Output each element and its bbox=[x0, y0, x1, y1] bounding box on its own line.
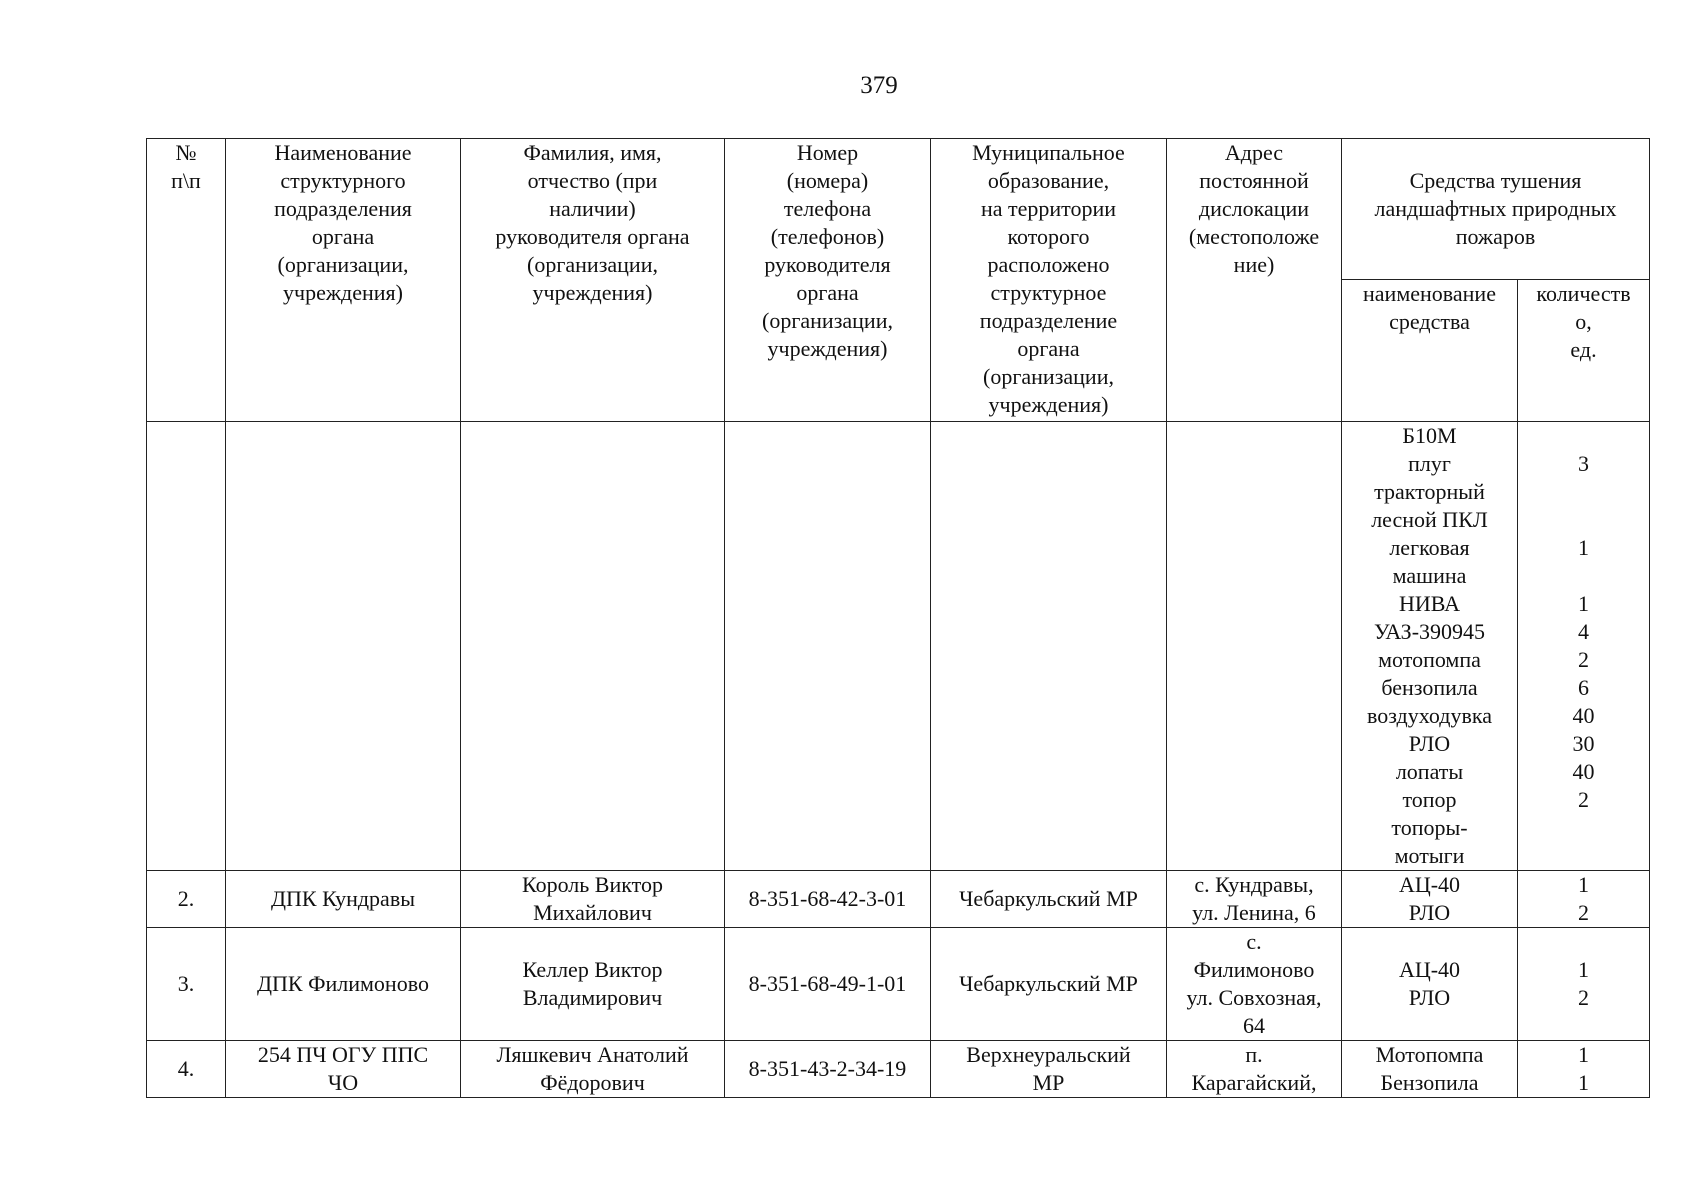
cell-municipality bbox=[931, 1041, 1167, 1098]
cell-address bbox=[1167, 1041, 1342, 1098]
cell-line: машина bbox=[1392, 563, 1467, 588]
cell-phone: 8-351-43-2-34-19 bbox=[725, 1041, 931, 1098]
cell-line: средства bbox=[1389, 309, 1470, 334]
cell-line: лопаты bbox=[1395, 759, 1464, 784]
cell-line: лесной ПКЛ bbox=[1371, 507, 1488, 532]
cell-line: 4 bbox=[1578, 619, 1589, 644]
cell-municipality bbox=[931, 871, 1167, 928]
table-row bbox=[147, 871, 1650, 928]
cell-line: УАЗ-390945 bbox=[1373, 619, 1486, 644]
cell-line bbox=[1524, 478, 1643, 506]
header-address bbox=[1167, 139, 1342, 422]
cell-phone: 8-351-68-42-3-01 bbox=[725, 871, 931, 928]
cell-line: (телефонов) bbox=[770, 224, 885, 249]
cell-line: Номер bbox=[796, 140, 859, 165]
cell-line: пожаров bbox=[1455, 224, 1536, 249]
cell-subdivision bbox=[226, 928, 461, 1041]
cell-line: органа bbox=[796, 280, 859, 305]
cell-line: с. bbox=[1246, 929, 1262, 954]
cell-line: Наименование bbox=[274, 140, 412, 165]
cell-line: РЛО bbox=[1408, 985, 1451, 1010]
cell-line: топоры- bbox=[1391, 815, 1468, 840]
cell-line: дислокации bbox=[1198, 196, 1310, 221]
cell-subdivision bbox=[226, 422, 461, 871]
cell-line: (организации, bbox=[527, 252, 658, 277]
cell-line: учреждения) bbox=[283, 280, 403, 305]
cell-subdivision bbox=[226, 1041, 461, 1098]
cell-line: количеств bbox=[1536, 281, 1631, 306]
cell-line: ЧО bbox=[327, 1070, 359, 1095]
cell-line: руководителя bbox=[764, 252, 891, 277]
cell-head-name bbox=[461, 928, 725, 1041]
cell-line: структурного bbox=[280, 168, 406, 193]
cell-line: органа bbox=[1017, 336, 1080, 361]
cell-head-name bbox=[461, 871, 725, 928]
cell-line: Чебаркульский МР bbox=[959, 886, 1138, 911]
cell-line: Владимирович bbox=[522, 985, 663, 1010]
cell-line: подразделения bbox=[274, 196, 412, 221]
cell-line: учреждения) bbox=[532, 280, 653, 305]
header-means-qty bbox=[1518, 280, 1650, 422]
cell-line: МР bbox=[1032, 1070, 1065, 1095]
cell-line bbox=[1524, 422, 1643, 450]
cell-line: Фамилия, имя, bbox=[523, 140, 662, 165]
cell-line: с. Кундравы, bbox=[1194, 872, 1314, 897]
header-head-name bbox=[461, 139, 725, 422]
cell-line: Б10М bbox=[1402, 423, 1457, 448]
cell-num: 2. bbox=[147, 871, 226, 928]
cell-line: Бензопила bbox=[1380, 1070, 1479, 1095]
cell-line: ул. Ленина, 6 bbox=[1192, 900, 1316, 925]
cell-line: Средства тушения bbox=[1409, 168, 1582, 193]
cell-qty-list bbox=[1518, 928, 1650, 1041]
cell-line: отчество (при bbox=[527, 168, 658, 193]
cell-municipality bbox=[931, 928, 1167, 1041]
cell-line: 6 bbox=[1578, 675, 1589, 700]
cell-address bbox=[1167, 928, 1342, 1041]
cell-line: ние) bbox=[1233, 252, 1275, 277]
cell-line: ДПК Кундравы bbox=[271, 886, 415, 911]
cell-qty-list bbox=[1518, 422, 1650, 871]
cell-line: учреждения) bbox=[988, 392, 1109, 417]
cell-line: 30 bbox=[1572, 731, 1595, 756]
cell-line bbox=[1524, 814, 1643, 842]
cell-line: РЛО bbox=[1408, 731, 1451, 756]
header-municipality bbox=[931, 139, 1167, 422]
cell-line bbox=[1524, 842, 1643, 870]
cell-line: Карагайский, bbox=[1191, 1070, 1317, 1095]
cell-line: расположено bbox=[987, 252, 1110, 277]
cell-head-name bbox=[461, 422, 725, 871]
cell-line: (организации, bbox=[983, 364, 1114, 389]
cell-line: структурное bbox=[990, 280, 1107, 305]
cell-num: 3. bbox=[147, 928, 226, 1041]
cell-qty-list bbox=[1518, 1041, 1650, 1098]
page-number: 379 bbox=[860, 72, 898, 99]
cell-line: Мотопомпа bbox=[1375, 1042, 1484, 1067]
cell-line: наименование bbox=[1363, 281, 1496, 306]
cell-line: 1 bbox=[1578, 957, 1589, 982]
header-means-name bbox=[1342, 280, 1518, 422]
cell-line: 40 bbox=[1572, 703, 1595, 728]
cell-line: 2 bbox=[1578, 900, 1589, 925]
cell-line: ДПК Филимоново bbox=[257, 971, 429, 996]
cell-line: 2 bbox=[1578, 787, 1589, 812]
cell-line: 40 bbox=[1572, 759, 1595, 784]
cell-line: мотыги bbox=[1394, 843, 1465, 868]
cell-line: (местоположе bbox=[1188, 224, 1320, 249]
cell-phone: 8-351-68-49-1-01 bbox=[725, 928, 931, 1041]
cell-line: Король Виктор bbox=[522, 872, 663, 897]
cell-address bbox=[1167, 422, 1342, 871]
header-phone bbox=[725, 139, 931, 422]
cell-line: РЛО bbox=[1408, 900, 1451, 925]
cell-line: 2 bbox=[1578, 985, 1589, 1010]
table-row-continuation bbox=[147, 422, 1650, 871]
cell-line: 3 bbox=[1578, 451, 1589, 476]
cell-line: Муниципальное bbox=[972, 140, 1125, 165]
cell-num bbox=[147, 422, 226, 871]
cell-line: № bbox=[175, 140, 197, 165]
cell-line: АЦ-40 bbox=[1398, 872, 1461, 897]
cell-line: образование, bbox=[987, 168, 1110, 193]
cell-line: Чебаркульский МР bbox=[959, 971, 1138, 996]
cell-line: 1 bbox=[1578, 1042, 1589, 1067]
cell-line: о, bbox=[1575, 309, 1592, 334]
cell-line: легковая bbox=[1389, 535, 1470, 560]
cell-line: (номера) bbox=[786, 168, 869, 193]
cell-line: тракторный bbox=[1374, 479, 1485, 504]
cell-line: 64 bbox=[1243, 1013, 1265, 1038]
cell-line bbox=[1524, 562, 1643, 590]
cell-line: телефона bbox=[783, 196, 872, 221]
cell-line: ул. Совхозная, bbox=[1186, 985, 1322, 1010]
cell-line: органа bbox=[311, 224, 375, 249]
cell-line: п\п bbox=[171, 168, 201, 193]
cell-line bbox=[1524, 506, 1643, 534]
cell-means-list bbox=[1342, 871, 1518, 928]
cell-line: 1 bbox=[1578, 1070, 1589, 1095]
cell-line: АЦ-40 bbox=[1398, 957, 1461, 982]
cell-line: Келлер Виктор bbox=[522, 957, 663, 982]
cell-line: Верхнеуральский bbox=[966, 1042, 1131, 1067]
table-row bbox=[147, 928, 1650, 1041]
cell-line: 254 ПЧ ОГУ ППС bbox=[257, 1042, 429, 1067]
cell-line: Ляшкевич Анатолий bbox=[496, 1042, 689, 1067]
cell-municipality bbox=[931, 422, 1167, 871]
cell-line: постоянной bbox=[1199, 168, 1309, 193]
cell-line: мотопомпа bbox=[1378, 647, 1481, 672]
cell-line: плуг bbox=[1408, 451, 1451, 476]
fire-means-table bbox=[146, 138, 1650, 1098]
cell-line: ед. bbox=[1570, 337, 1597, 362]
header-means-group bbox=[1342, 139, 1650, 280]
cell-qty-list bbox=[1518, 871, 1650, 928]
cell-address bbox=[1167, 871, 1342, 928]
cell-subdivision bbox=[226, 871, 461, 928]
cell-line: 1 bbox=[1578, 535, 1589, 560]
cell-line: подразделение bbox=[979, 308, 1118, 333]
cell-line: руководителя органа bbox=[495, 224, 690, 249]
header-subdivision bbox=[226, 139, 461, 422]
cell-line: п. bbox=[1245, 1042, 1263, 1067]
table-row bbox=[147, 1041, 1650, 1098]
cell-line: (организации, bbox=[277, 252, 409, 277]
cell-line: бензопила bbox=[1381, 675, 1478, 700]
cell-means-list bbox=[1342, 422, 1518, 871]
cell-line: учреждения) bbox=[767, 336, 888, 361]
cell-head-name bbox=[461, 1041, 725, 1098]
cell-line: наличии) bbox=[549, 196, 636, 221]
cell-line: (организации, bbox=[762, 308, 893, 333]
cell-num: 4. bbox=[147, 1041, 226, 1098]
cell-line: НИВА bbox=[1399, 591, 1460, 616]
cell-line: 2 bbox=[1578, 647, 1589, 672]
cell-means-list bbox=[1342, 928, 1518, 1041]
cell-line: Михайлович bbox=[533, 900, 652, 925]
cell-line: ландшафтных природных bbox=[1374, 196, 1617, 221]
cell-line: воздуходувка bbox=[1367, 703, 1492, 728]
header-num bbox=[147, 139, 226, 422]
cell-line: которого bbox=[1007, 224, 1090, 249]
cell-phone bbox=[725, 422, 931, 871]
cell-line: Адрес bbox=[1224, 140, 1284, 165]
cell-line: топор bbox=[1402, 787, 1457, 812]
cell-means-list bbox=[1342, 1041, 1518, 1098]
cell-line: на территории bbox=[980, 196, 1117, 221]
cell-line: 1 bbox=[1578, 591, 1589, 616]
cell-line: Филимоново bbox=[1193, 957, 1315, 982]
cell-line: Фёдорович bbox=[540, 1070, 645, 1095]
cell-line: 1 bbox=[1578, 872, 1589, 897]
